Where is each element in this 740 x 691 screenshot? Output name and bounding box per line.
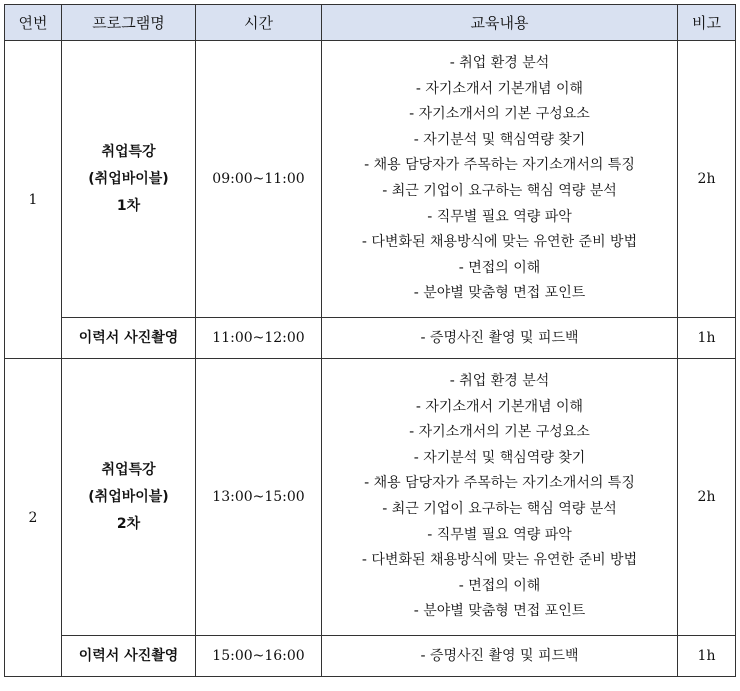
- list-item: - 채용 담당자가 주목하는 자기소개서의 특징: [364, 157, 635, 174]
- program-name: [62, 359, 196, 636]
- program-name: 이력서 사진촬영: [62, 636, 196, 677]
- row-number: 2: [5, 359, 62, 677]
- row-number: 1: [5, 41, 62, 359]
- program-subtitle: (취업바이블): [88, 170, 169, 187]
- list-item: - 면접의 이해: [458, 259, 541, 276]
- note-cell: 1h: [678, 318, 736, 359]
- program-name: [62, 41, 196, 318]
- program-title: 취업특강: [101, 143, 156, 160]
- list-item: - 자기소개서의 기본 구성요소: [409, 106, 590, 123]
- time-cell: 15:00~16:00: [196, 636, 322, 677]
- list-item: - 자기소개서의 기본 구성요소: [409, 424, 590, 441]
- list-item: - 자기분석 및 핵심역량 찾기: [413, 449, 586, 466]
- program-session: 1차: [116, 197, 141, 214]
- list-item: - 최근 기업이 요구하는 핵심 역량 분석: [382, 501, 617, 517]
- list-item: - 자기소개서 기본개념 이해: [415, 80, 584, 97]
- list-item: - 증명사진 촬영 및 피드백: [420, 329, 579, 346]
- list-item: - 증명사진 촬영 및 피드백: [420, 647, 579, 664]
- program-title: 취업특강: [101, 461, 156, 478]
- table-row: [5, 359, 736, 636]
- content-cell: [322, 359, 678, 636]
- list-item: - 자기분석 및 핵심역량 찾기: [413, 131, 586, 148]
- header-time: 시간: [196, 5, 322, 41]
- list-item: - 분야별 맞춤형 면접 포인트: [413, 603, 586, 620]
- content-cell: [322, 636, 678, 677]
- list-item: - 다변화된 채용방식에 맞는 유연한 준비 방법: [361, 552, 638, 569]
- time-cell: 09:00~11:00: [196, 41, 322, 318]
- content-list: [322, 369, 677, 625]
- list-item: - 면접의 이해: [458, 577, 541, 594]
- table-row: [5, 636, 736, 677]
- note-cell: 2h: [678, 41, 736, 318]
- header-program: 프로그램명: [62, 5, 196, 41]
- list-item: - 자기소개서 기본개념 이해: [415, 398, 584, 415]
- note-cell: 1h: [678, 636, 736, 677]
- list-item: - 분야별 맞춤형 면접 포인트: [413, 285, 586, 302]
- table-row: [5, 41, 736, 318]
- header-row: [5, 5, 736, 41]
- list-item: - 다변화된 채용방식에 맞는 유연한 준비 방법: [361, 234, 638, 251]
- content-cell: [322, 318, 678, 359]
- content-cell: [322, 41, 678, 318]
- note-cell: 2h: [678, 359, 736, 636]
- list-item: - 취업 환경 분석: [449, 55, 550, 72]
- content-list: [322, 51, 677, 307]
- program-subtitle: (취업바이블): [88, 488, 169, 505]
- list-item: - 채용 담당자가 주목하는 자기소개서의 특징: [364, 475, 635, 492]
- schedule-table: [4, 4, 736, 677]
- program-session: 2차: [116, 515, 141, 532]
- program-name: 이력서 사진촬영: [62, 318, 196, 359]
- list-item: - 직무별 필요 역량 파악: [427, 526, 572, 543]
- list-item: - 직무별 필요 역량 파악: [427, 208, 572, 225]
- header-content: 교육내용: [322, 5, 678, 41]
- table-row: [5, 318, 736, 359]
- header-note: 비고: [678, 5, 736, 41]
- time-cell: 13:00~15:00: [196, 359, 322, 636]
- list-item: - 취업 환경 분석: [449, 373, 550, 390]
- header-no: 연번: [5, 5, 62, 41]
- time-cell: 11:00~12:00: [196, 318, 322, 359]
- list-item: - 최근 기업이 요구하는 핵심 역량 분석: [382, 183, 617, 199]
